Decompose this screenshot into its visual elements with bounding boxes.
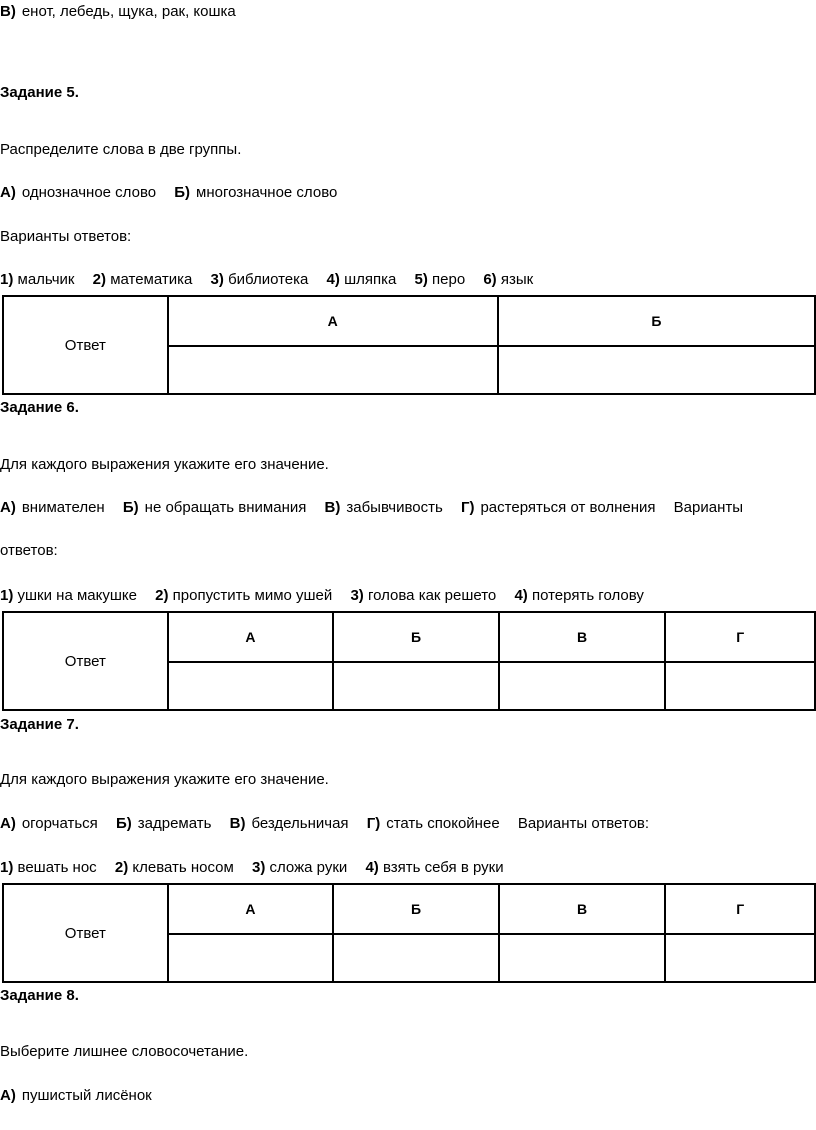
item-text: огорчаться [21, 815, 98, 832]
task8-instruction: Выберите лишнее словосочетание. [0, 1043, 249, 1060]
task6-items [0, 498, 743, 518]
item-label: Г) [366, 815, 381, 832]
column-header: Б [498, 296, 815, 346]
option-number: 3) [252, 859, 266, 876]
answer-cell[interactable] [168, 662, 334, 710]
item-text: забывчивость [346, 499, 443, 516]
top-line [0, 2, 236, 22]
answer-label: Ответ [3, 884, 168, 982]
group-text: многозначное слово [196, 184, 338, 201]
answer-cell[interactable] [333, 934, 499, 982]
group-label: А) [0, 184, 16, 201]
group-text: однозначное слово [21, 184, 157, 201]
column-header: Г [665, 612, 815, 662]
item-text: внимателен [21, 499, 105, 516]
group-label: Б) [174, 184, 191, 201]
answer-cell[interactable] [499, 662, 666, 710]
option-number: 5) [414, 271, 428, 288]
column-header: А [168, 296, 498, 346]
task7-title: Задание 7. [0, 716, 79, 733]
task6-title: Задание 6. [0, 399, 79, 416]
task5-answers-heading: Варианты ответов: [0, 228, 132, 245]
answer-cell[interactable] [333, 662, 499, 710]
task7-instruction: Для каждого выражения укажите его значение. [0, 771, 329, 788]
item-text: пушистый лисёнок [21, 1087, 152, 1104]
item-label: А) [0, 499, 16, 516]
item-label: Б) [115, 815, 132, 832]
task7-answer-table [2, 883, 816, 983]
answer-cell[interactable] [665, 662, 815, 710]
option-text: взять себя в руки [382, 859, 504, 876]
answer-label: Ответ [3, 296, 168, 394]
item-text: задремать [137, 815, 212, 832]
task8-first-item [0, 1086, 152, 1106]
task5-instruction: Распределите слова в две группы. [0, 141, 242, 158]
option-text: клевать носом [132, 859, 234, 876]
column-header: В [499, 612, 666, 662]
item-label: Г) [460, 499, 475, 516]
task5-title: Задание 5. [0, 84, 79, 101]
option-number: 1) [0, 859, 14, 876]
task6-options [0, 586, 644, 606]
option-number: 4) [514, 587, 528, 604]
answer-cell[interactable] [665, 934, 815, 982]
item-label: В) [324, 499, 341, 516]
option-number: 2) [114, 859, 129, 876]
option-text: мальчик [17, 271, 75, 288]
answer-cell[interactable] [168, 934, 334, 982]
answer-cell[interactable] [499, 934, 666, 982]
task6-instruction: Для каждого выражения укажите его значение. [0, 456, 329, 473]
option-text: потерять голову [531, 587, 644, 604]
option-number: 2) [92, 271, 107, 288]
item-text: растеряться от волнения [480, 499, 656, 516]
item-text: стать спокойнее [386, 815, 500, 832]
option-text: математика [110, 271, 193, 288]
option-text: шляпка [344, 271, 397, 288]
option-text: ушки на макушке [17, 587, 137, 604]
task8-title: Задание 8. [0, 987, 79, 1004]
task6-answer-table [2, 611, 816, 711]
answers-heading-part1: Варианты [673, 499, 744, 516]
item-label: В) [229, 815, 246, 832]
option-number: 1) [0, 271, 14, 288]
option-number: 3) [350, 587, 364, 604]
item-label: А) [0, 815, 16, 832]
task5-options [0, 270, 533, 290]
option-number: 6) [483, 271, 497, 288]
option-number: 3) [210, 271, 224, 288]
task7-options [0, 858, 504, 878]
item-text: не обращать внимания [144, 499, 307, 516]
item-text: енот, лебедь, щука, рак, кошка [21, 3, 236, 20]
column-header: А [168, 884, 334, 934]
column-header: Б [333, 612, 499, 662]
option-text: вешать нос [17, 859, 97, 876]
column-header: Б [333, 884, 499, 934]
option-number: 4) [326, 271, 340, 288]
answers-heading: Варианты ответов: [517, 815, 650, 832]
option-text: сложа руки [269, 859, 348, 876]
option-text: библиотека [228, 271, 309, 288]
answer-cell[interactable] [168, 346, 498, 394]
option-number: 2) [155, 587, 169, 604]
option-number: 1) [0, 587, 14, 604]
task6-answers-heading-part2: ответов: [0, 542, 58, 559]
option-number: 4) [365, 859, 379, 876]
answer-label: Ответ [3, 612, 168, 710]
item-label: А) [0, 1087, 16, 1104]
option-text: голова как решето [367, 587, 497, 604]
item-text: бездельничая [251, 815, 349, 832]
answer-cell[interactable] [498, 346, 815, 394]
option-text: перо [432, 271, 466, 288]
column-header: В [499, 884, 666, 934]
item-label: Б) [122, 499, 139, 516]
column-header: А [168, 612, 334, 662]
item-label: В) [0, 3, 16, 20]
task7-items [0, 814, 649, 834]
option-text: язык [500, 271, 534, 288]
task5-answer-table [2, 295, 816, 395]
option-text: пропустить мимо ушей [172, 587, 333, 604]
column-header: Г [665, 884, 815, 934]
task5-groups [0, 183, 337, 203]
